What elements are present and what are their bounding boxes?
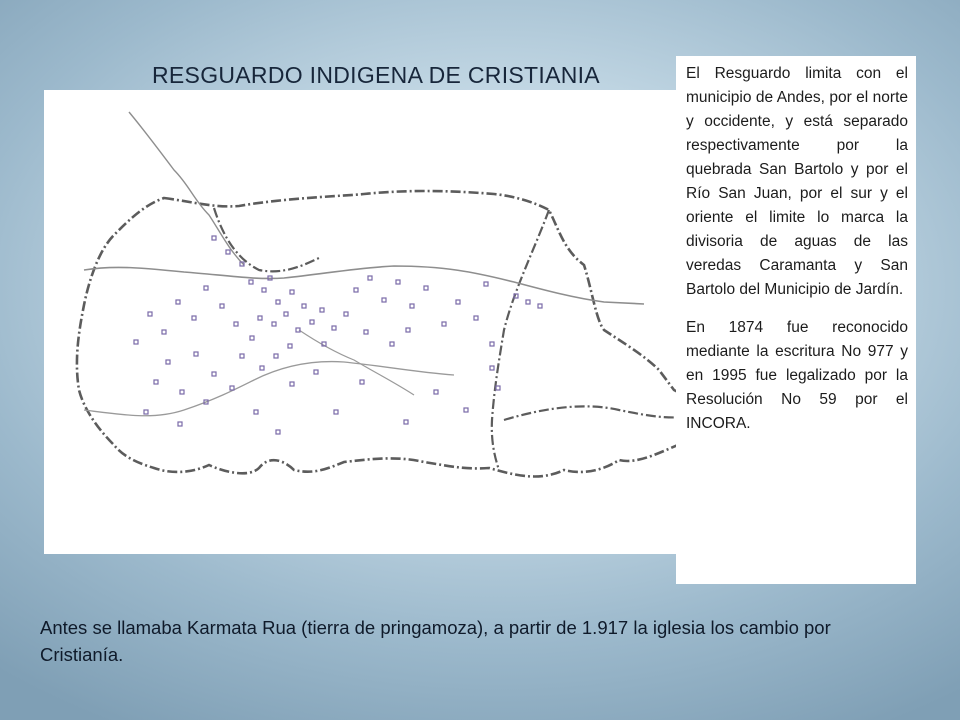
main-road: [84, 266, 644, 304]
description-box: [676, 56, 916, 584]
inner-boundary-north: [214, 208, 319, 271]
north-road: [129, 112, 244, 265]
settlement-markers: [134, 236, 542, 434]
slide-title: RESGUARDO INDIGENA DE CRISTIANIA: [152, 62, 600, 88]
inner-boundary-southeast: [504, 406, 690, 420]
footer-note: Antes se llamaba Karmata Rua (tierra de pringamoza), a partir de 1.917 la iglesia los cambio por Cristianía.: [40, 617, 831, 665]
description-paragraph-boundaries: El Resguardo limita con el municipio de Andes, por el norte y occidente, y está separado respectivamente por la quebrada San Bartolo y por el Río San Juan, por el sur y el oriente el limite lo marca la divisoria de aguas de las veredas Caramanta y San Bartolo del Municipio de Jardín.: [686, 65, 908, 298]
inner-boundary-east: [492, 210, 549, 470]
map-drawing: [44, 90, 690, 554]
river-line: [84, 362, 454, 416]
territory-map: [44, 90, 690, 554]
description-paragraph-history: En 1874 fue reconocido mediante la escritura No 977 y en 1995 fue legalizado por la Resolución No 59 por el INCORA.: [686, 319, 908, 432]
resguardo-boundary: [77, 191, 690, 476]
